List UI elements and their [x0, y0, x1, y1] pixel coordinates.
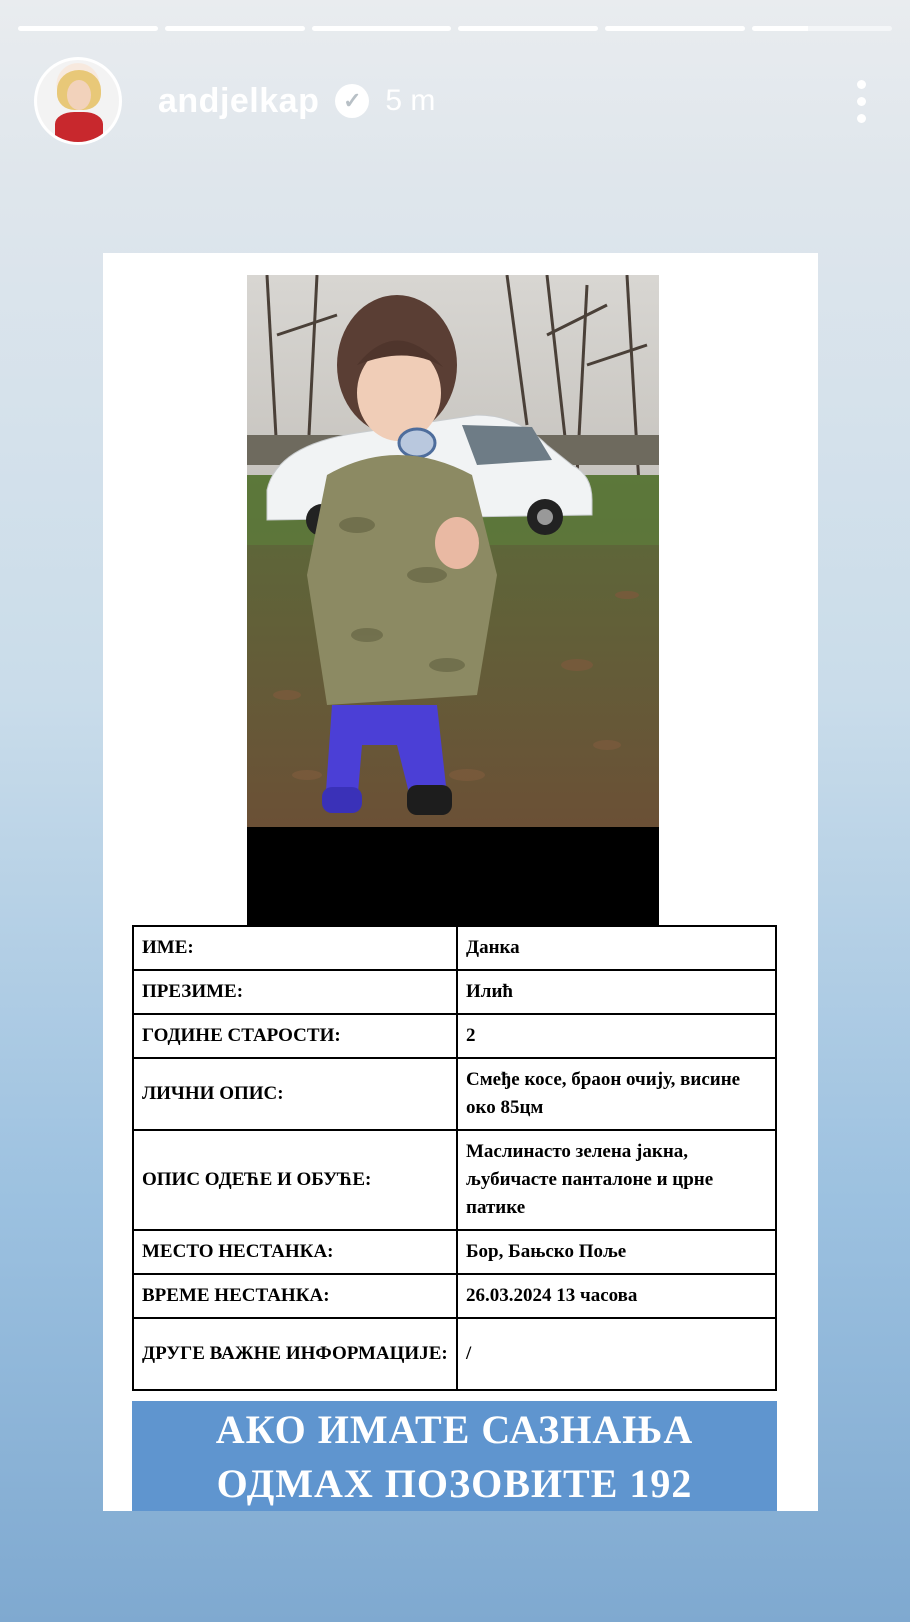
table-row	[133, 926, 776, 970]
row-value: /	[457, 1318, 776, 1390]
post-time: 5 m	[385, 84, 436, 117]
row-value: Илић	[457, 970, 776, 1014]
avatar-image	[37, 60, 119, 142]
table-row	[133, 1130, 776, 1230]
story-progress-bar	[18, 26, 892, 31]
row-label: МЕСТО НЕСТАНКА:	[133, 1230, 457, 1274]
verified-badge-icon: ✓	[335, 84, 369, 118]
row-label: ВРЕМЕ НЕСТАНКА:	[133, 1274, 457, 1318]
row-label: ПРЕЗИМЕ:	[133, 970, 457, 1014]
table-row	[133, 1230, 776, 1274]
row-value: Бор, Бањско Поље	[457, 1230, 776, 1274]
progress-segment-current	[752, 26, 892, 31]
table-row	[133, 970, 776, 1014]
row-label: ГОДИНЕ СТАРОСТИ:	[133, 1014, 457, 1058]
row-label: ЛИЧНИ ОПИС:	[133, 1058, 457, 1130]
banner-line-2: ОДМАХ ПОЗОВИТЕ 192	[216, 1461, 693, 1506]
info-table	[132, 925, 777, 1391]
banner-line-1: АКО ИМАТЕ САЗНАЊА	[215, 1407, 694, 1452]
row-label: ИМЕ:	[133, 926, 457, 970]
progress-segment	[18, 26, 158, 31]
progress-segment	[165, 26, 305, 31]
username[interactable]: andjelkap	[158, 81, 320, 120]
row-value: 26.03.2024 13 часова	[457, 1274, 776, 1318]
table-row	[133, 1318, 776, 1390]
table-row	[133, 1274, 776, 1318]
avatar[interactable]	[34, 57, 122, 145]
missing-person-poster	[103, 253, 818, 1511]
table-row	[133, 1058, 776, 1130]
row-value: Смеђе косе, браон очију, висине око 85цм	[457, 1058, 776, 1130]
photo-area	[247, 275, 659, 925]
row-value: Данка	[457, 926, 776, 970]
call-to-action-banner	[132, 1401, 777, 1511]
table-row	[133, 1014, 776, 1058]
story-header	[34, 56, 876, 146]
photo-black-band	[247, 827, 659, 925]
progress-segment	[605, 26, 745, 31]
row-value: 2	[457, 1014, 776, 1058]
more-vertical-icon[interactable]	[846, 80, 876, 123]
child-photo	[247, 275, 659, 827]
progress-segment	[312, 26, 452, 31]
progress-segment	[458, 26, 598, 31]
row-value: Маслинасто зелена јакна, љубичасте панталоне и црне патике	[457, 1130, 776, 1230]
row-label: ОПИС ОДЕЋЕ И ОБУЋЕ:	[133, 1130, 457, 1230]
row-label: ДРУГЕ ВАЖНЕ ИНФОРМАЦИЈЕ:	[133, 1318, 457, 1390]
